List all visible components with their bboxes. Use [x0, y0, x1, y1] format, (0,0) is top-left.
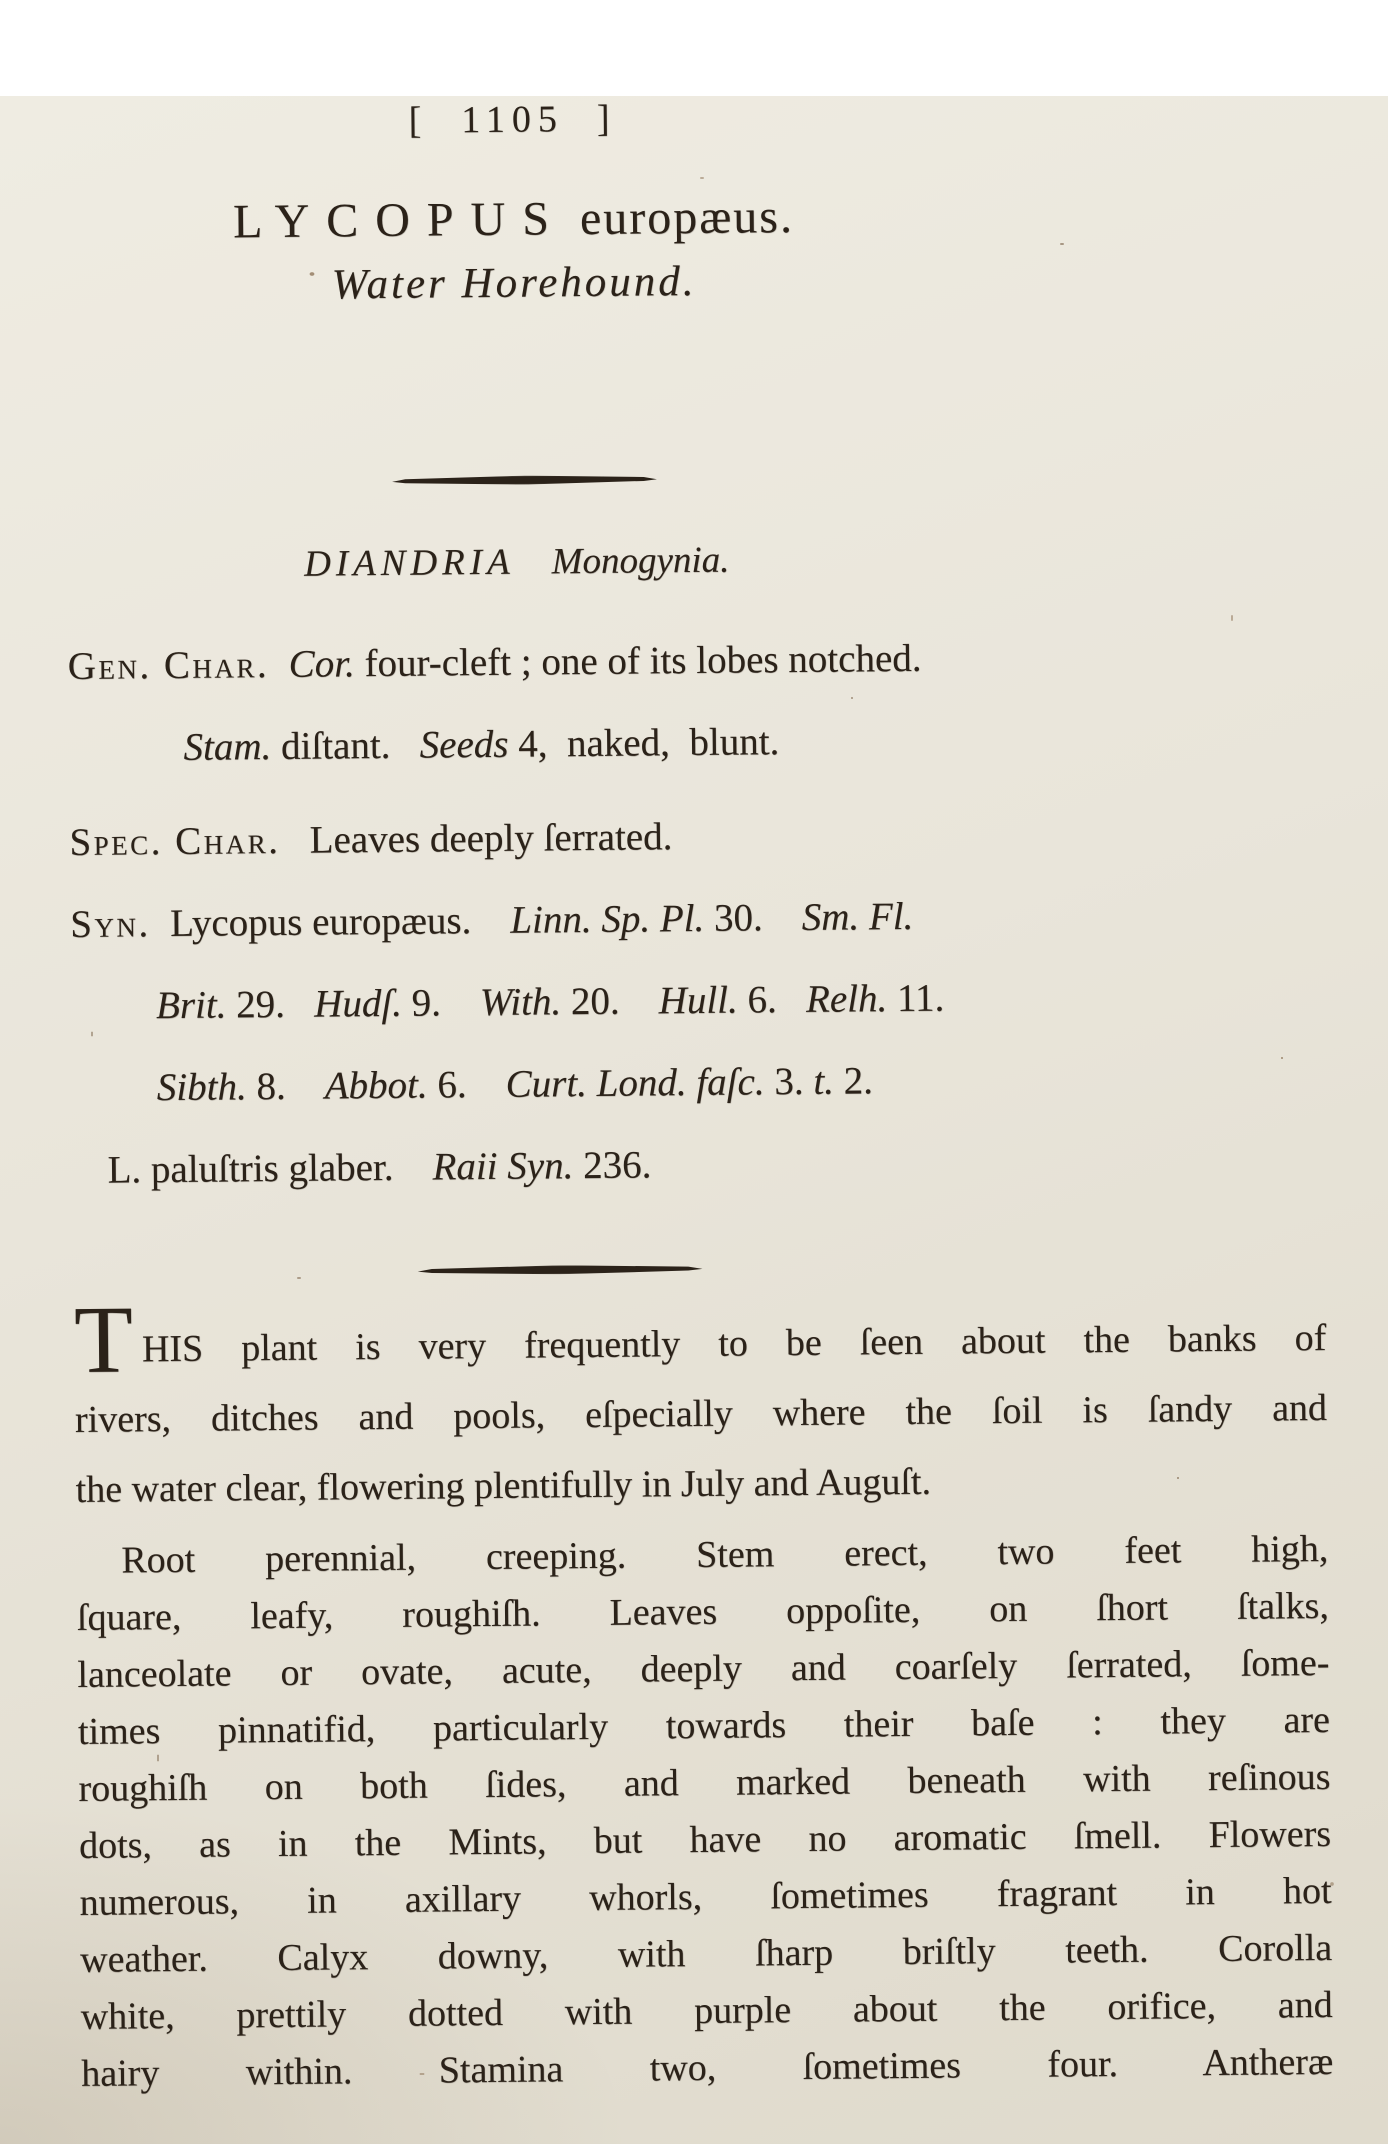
paragraph-2-line-2: ſquare, leafy, roughiſh. Leaves oppoſite, on ſhort ſtalks, — [76, 1584, 1330, 1639]
paragraph-2-line-1: Root perennial, creeping. Stem erect, two feet high, — [121, 1527, 1329, 1582]
paragraph-1-line-2: rivers, ditches and pools, eſpecially where the ſoil is ſandy and — [74, 1386, 1328, 1441]
drop-cap: T — [73, 1285, 134, 1393]
paragraph-2-line-5: roughiſh on both ſides, and marked beneath with reſinous — [78, 1755, 1331, 1810]
species-name: europæus. — [565, 190, 795, 246]
taxonomy-line: DIANDRIA Monogynia. — [303, 539, 730, 585]
syn-line-4: L. paluſtris glaber. Raii Syn. 236. — [107, 1143, 652, 1192]
paragraph-2-line-8: weather. Calyx downy, with ſharp briſtly teeth. Corolla — [79, 1926, 1333, 1981]
syn-line-1: Syn. Lycopus europæus. Linn. Sp. Pl. 30. Sm. Fl. — [70, 894, 914, 946]
common-name: Water Horehound. — [331, 257, 697, 309]
book-page-scan — [0, 96, 1388, 2144]
page-title — [63, 187, 963, 251]
gen-char-line-1: Gen. Char. Cor. four-cleft ; one of its lobes notched. — [67, 636, 922, 688]
paragraph-2 — [76, 1521, 1333, 2103]
page-number: [ 1105 ] — [408, 97, 617, 142]
header-block — [62, 93, 967, 588]
swelled-rule-top — [392, 474, 657, 486]
spec-char-line: Spec. Char. Leaves deeply ſerrated. — [69, 815, 673, 864]
characters-block — [67, 614, 1325, 1212]
paragraph-1-line-1 — [73, 1285, 1327, 1393]
gen-char-line-2: Stam. diſtant. Seeds 4, naked, blunt. — [183, 720, 780, 769]
syn-line-2: Brit. 29. Hudſ. 9. With. 20. Hull. 6. Relh. 11. — [155, 976, 945, 1028]
paragraph-2-line-9: white, prettily dotted with purple about the orifice, and — [80, 1983, 1333, 2038]
paragraph-2-line-4: times pinnatifid, particularly towards their baſe : they are — [77, 1698, 1331, 1753]
paragraph-2-line-10: hairy within. Stamina two, ſometimes four. Antheræ — [81, 2040, 1334, 2095]
paragraph-1 — [73, 1285, 1328, 1525]
paragraph-1-line-3: the water clear, flowering plentifully in July and Auguſt. — [75, 1460, 932, 1511]
paragraph-2-line-7: numerous, in axillary whorls, ſometimes fragrant in hot — [79, 1869, 1332, 1924]
swelled-rule-bottom — [418, 1264, 703, 1276]
paragraph-2-line-3: lanceolate or ovate, acute, deeply and coarſely ſerrated, ſome- — [77, 1641, 1330, 1696]
page-content — [0, 89, 1399, 2103]
syn-line-3: Sibth. 8. Abbot. 6. Curt. Lond. faſc. 3. t. 2. — [156, 1059, 874, 1110]
paragraph-2-line-6: dots, as in the Mints, but have no aromatic ſmell. Flowers — [78, 1812, 1332, 1867]
genus-name: LYCOPUS — [232, 192, 567, 249]
paragraph-1-line-1-text: HIS plant is very frequently to be ſeen about the banks of — [141, 1316, 1327, 1371]
